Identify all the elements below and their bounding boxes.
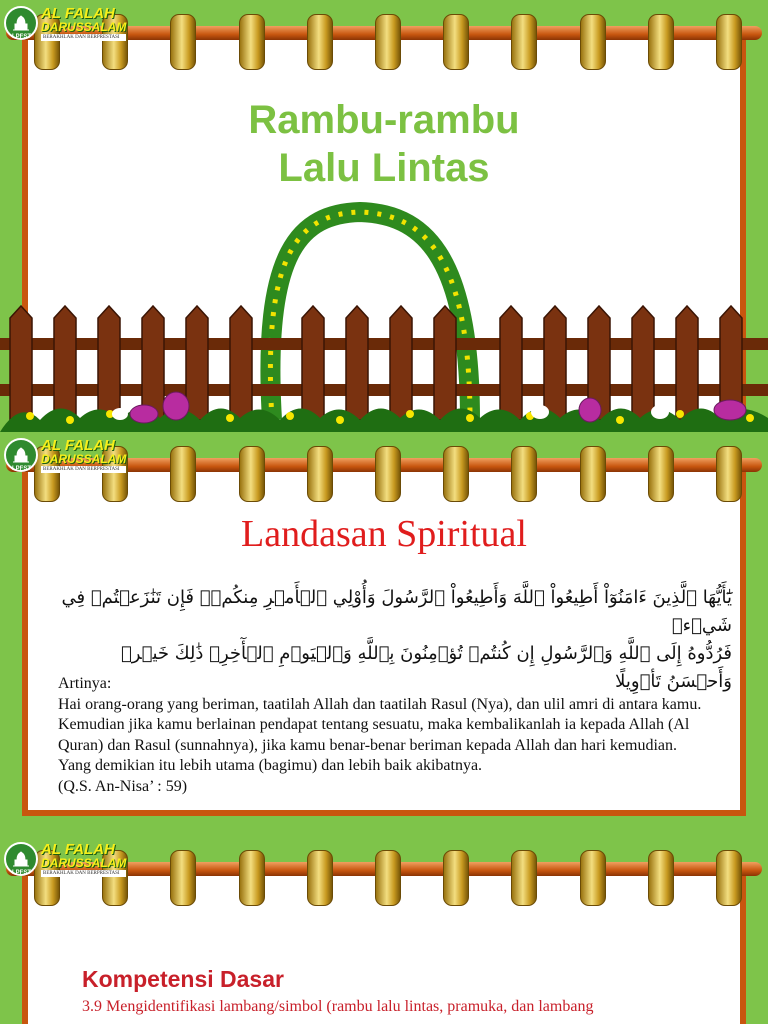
title-line2: Lalu Lintas [278,146,490,190]
school-logo [4,436,144,474]
school-logo [4,840,144,878]
arabic-line: يَٰٓأَيُّهَا ٱلَّذِينَ ءَامَنُوٓاْ أَطِيعُواْ ٱللَّهَ وَأَطِيعُواْ ٱلرَّسُولَ وَأُوْلِي ٱلۡأَمۡرِ مِنكُمۡۖ فَإِن تَنَٰزَعۡتُمۡ فِي شَيۡءٖ [61,587,732,636]
slide-landasan-spiritual [0,432,768,836]
logo-lpest: LPFST [12,34,31,40]
logo-tagline: BERAKHLAK DAN BERPRESTASI [41,466,126,473]
title-line1: Rambu-rambu [248,98,520,142]
verse-reference: (Q.S. An-Nisa’ : 59) [58,777,188,795]
arabic-line: فَرُدُّوهُ إِلَى ٱللَّهِ وَٱلرَّسُولِ إِن كُنتُمۡ تُؤۡمِنُونَ بِٱللَّهِ وَٱلۡيَوۡمِ ٱلۡأٓخِرِۚ ذَٰلِكَ خَيۡرٞ وَأَحۡسَنُ تَأۡوِيلًا [120,643,732,692]
garden-fence-illustration [0,0,768,432]
school-logo [4,4,144,42]
artinya-label: Artinya: [58,675,112,692]
section-title: Landasan Spiritual [241,513,527,555]
section-title: Kompetensi Dasar [82,966,284,992]
logo-name-line2: DARUSSALAM [41,451,127,466]
logo-name-line1: AL FALAH [41,840,115,858]
logo-tagline: BERAKHLAK DAN BERPRESTASI [41,870,126,877]
logo-name-line2: DARUSSALAM [41,855,127,870]
logo-name-line1: AL FALAH [41,4,115,22]
slide-kompetensi-dasar [0,836,768,1024]
logo-lpest: LPFST [12,466,31,472]
slide-title [0,0,768,432]
logo-lpest: LPFST [12,870,31,876]
logo-tagline: BERAKHLAK DAN BERPRESTASI [41,34,126,41]
competency-item: 3.9 Mengidentifikasi lambang/simbol (rambu lalu lintas, pramuka, dan lambang [82,998,594,1015]
logo-name-line1: AL FALAH [41,436,115,454]
logo-name-line2: DARUSSALAM [41,19,127,34]
translation-block [58,674,710,797]
translation-text: Hai orang-orang yang beriman, taatilah Allah dan taatilah Rasul (Nya), dan ulil amri di antara kamu. Kemudian jika kamu berlainan pendapat tentang sesuatu, maka kembalikanlah ia kepada Allah (Al Quran) dan Rasul (sunnahnya), jika kamu benar-benar beriman kepada Allah dan hari kemudian. Yang demikian itu lebih utama (bagimu) dan lebih baik akibatnya. [58,695,702,774]
